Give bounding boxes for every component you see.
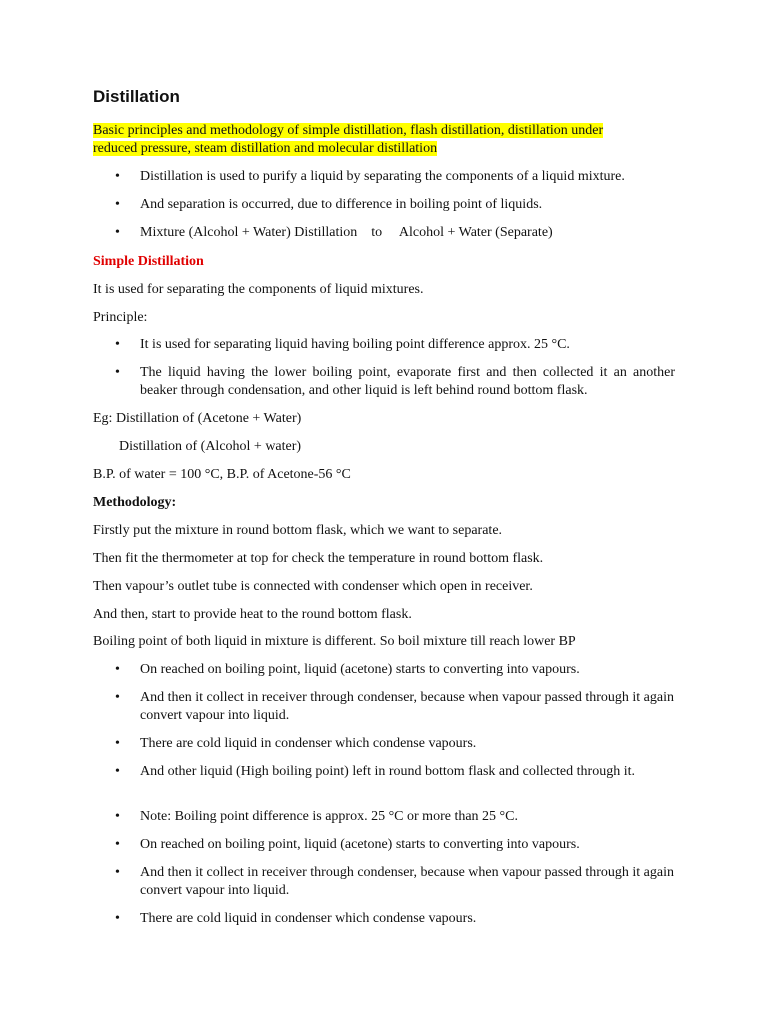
bullet-marker: • <box>115 865 120 880</box>
method-bullet: And then it collect in receiver through condenser, because when vapour passed through it again convert vapour into liquid. <box>140 865 674 898</box>
methodology-line: Then vapour’s outlet tube is connected with condenser which open in receiver. <box>93 579 533 594</box>
bullet-marker: • <box>115 197 120 212</box>
intro-bullet: And separation is occurred, due to difference in boiling point of liquids. <box>140 197 543 212</box>
bullet-marker: • <box>115 837 120 852</box>
intro-bullet: Distillation is used to purify a liquid by separating the components of a liquid mixture. <box>140 169 625 184</box>
method-bullet: There are cold liquid in condenser which condense vapours. <box>140 911 477 926</box>
methodology-heading: Methodology: <box>93 495 177 510</box>
method-bullet: On reached on boiling point, liquid (acetone) starts to converting into vapours. <box>140 837 580 852</box>
bullet-marker: • <box>115 225 120 240</box>
bullet-marker: • <box>115 764 120 779</box>
method-bullet: Note: Boiling point difference is approx. 25 °C or more than 25 °C. <box>140 809 518 824</box>
example-line: Eg: Distillation of (Acetone + Water) <box>93 411 302 426</box>
highlight-text: reduced pressure, steam distillation and molecular distillation <box>93 141 438 156</box>
example-line: Distillation of (Alcohol + water) <box>119 439 302 454</box>
bullet-marker: • <box>115 690 120 705</box>
bullet-marker: • <box>115 337 120 352</box>
methodology-line: Firstly put the mixture in round bottom flask, which we want to separate. <box>93 523 503 538</box>
method-bullet: There are cold liquid in condenser which condense vapours. <box>140 736 477 751</box>
methodology-line: Then fit the thermometer at top for check the temperature in round bottom flask. <box>93 551 544 566</box>
bullet-marker: • <box>115 365 120 380</box>
bullet-marker: • <box>115 736 120 751</box>
bullet-marker: • <box>115 809 120 824</box>
highlighted-topic-line-1 <box>93 122 675 140</box>
bullet-marker: • <box>115 662 120 677</box>
section-intro: It is used for separating the components of liquid mixtures. <box>93 282 424 297</box>
method-bullet: And then it collect in receiver through condenser, because when vapour passed through it again convert vapour into liquid. <box>140 690 674 723</box>
principle-bullet: It is used for separating liquid having boiling point difference approx. 25 °C. <box>140 337 570 352</box>
intro-bullet: Mixture (Alcohol + Water) Distillation to Alcohol + Water (Separate) <box>140 225 553 240</box>
methodology-line: And then, start to provide heat to the round bottom flask. <box>93 607 412 622</box>
methodology-line: Boiling point of both liquid in mixture is different. So boil mixture till reach lower BP <box>93 634 576 649</box>
method-bullet: And other liquid (High boiling point) left in round bottom flask and collected through it. <box>140 764 635 779</box>
boiling-point-line: B.P. of water = 100 °C, B.P. of Acetone-56 °C <box>93 467 351 482</box>
highlight-text: Basic principles and methodology of simple distillation, flash distillation, distillation under <box>93 123 604 138</box>
section-heading: Simple Distillation <box>93 254 204 269</box>
page-title: Distillation <box>93 87 180 106</box>
bullet-marker: • <box>115 911 120 926</box>
principle-bullet: The liquid having the lower boiling point, evaporate first and then collected it an another beaker through condensation, and other liquid is left behind round bottom flask. <box>140 365 675 398</box>
principle-label: Principle: <box>93 310 148 325</box>
method-bullet: On reached on boiling point, liquid (acetone) starts to converting into vapours. <box>140 662 580 677</box>
highlighted-topic-line-2 <box>93 140 675 158</box>
bullet-marker: • <box>115 169 120 184</box>
